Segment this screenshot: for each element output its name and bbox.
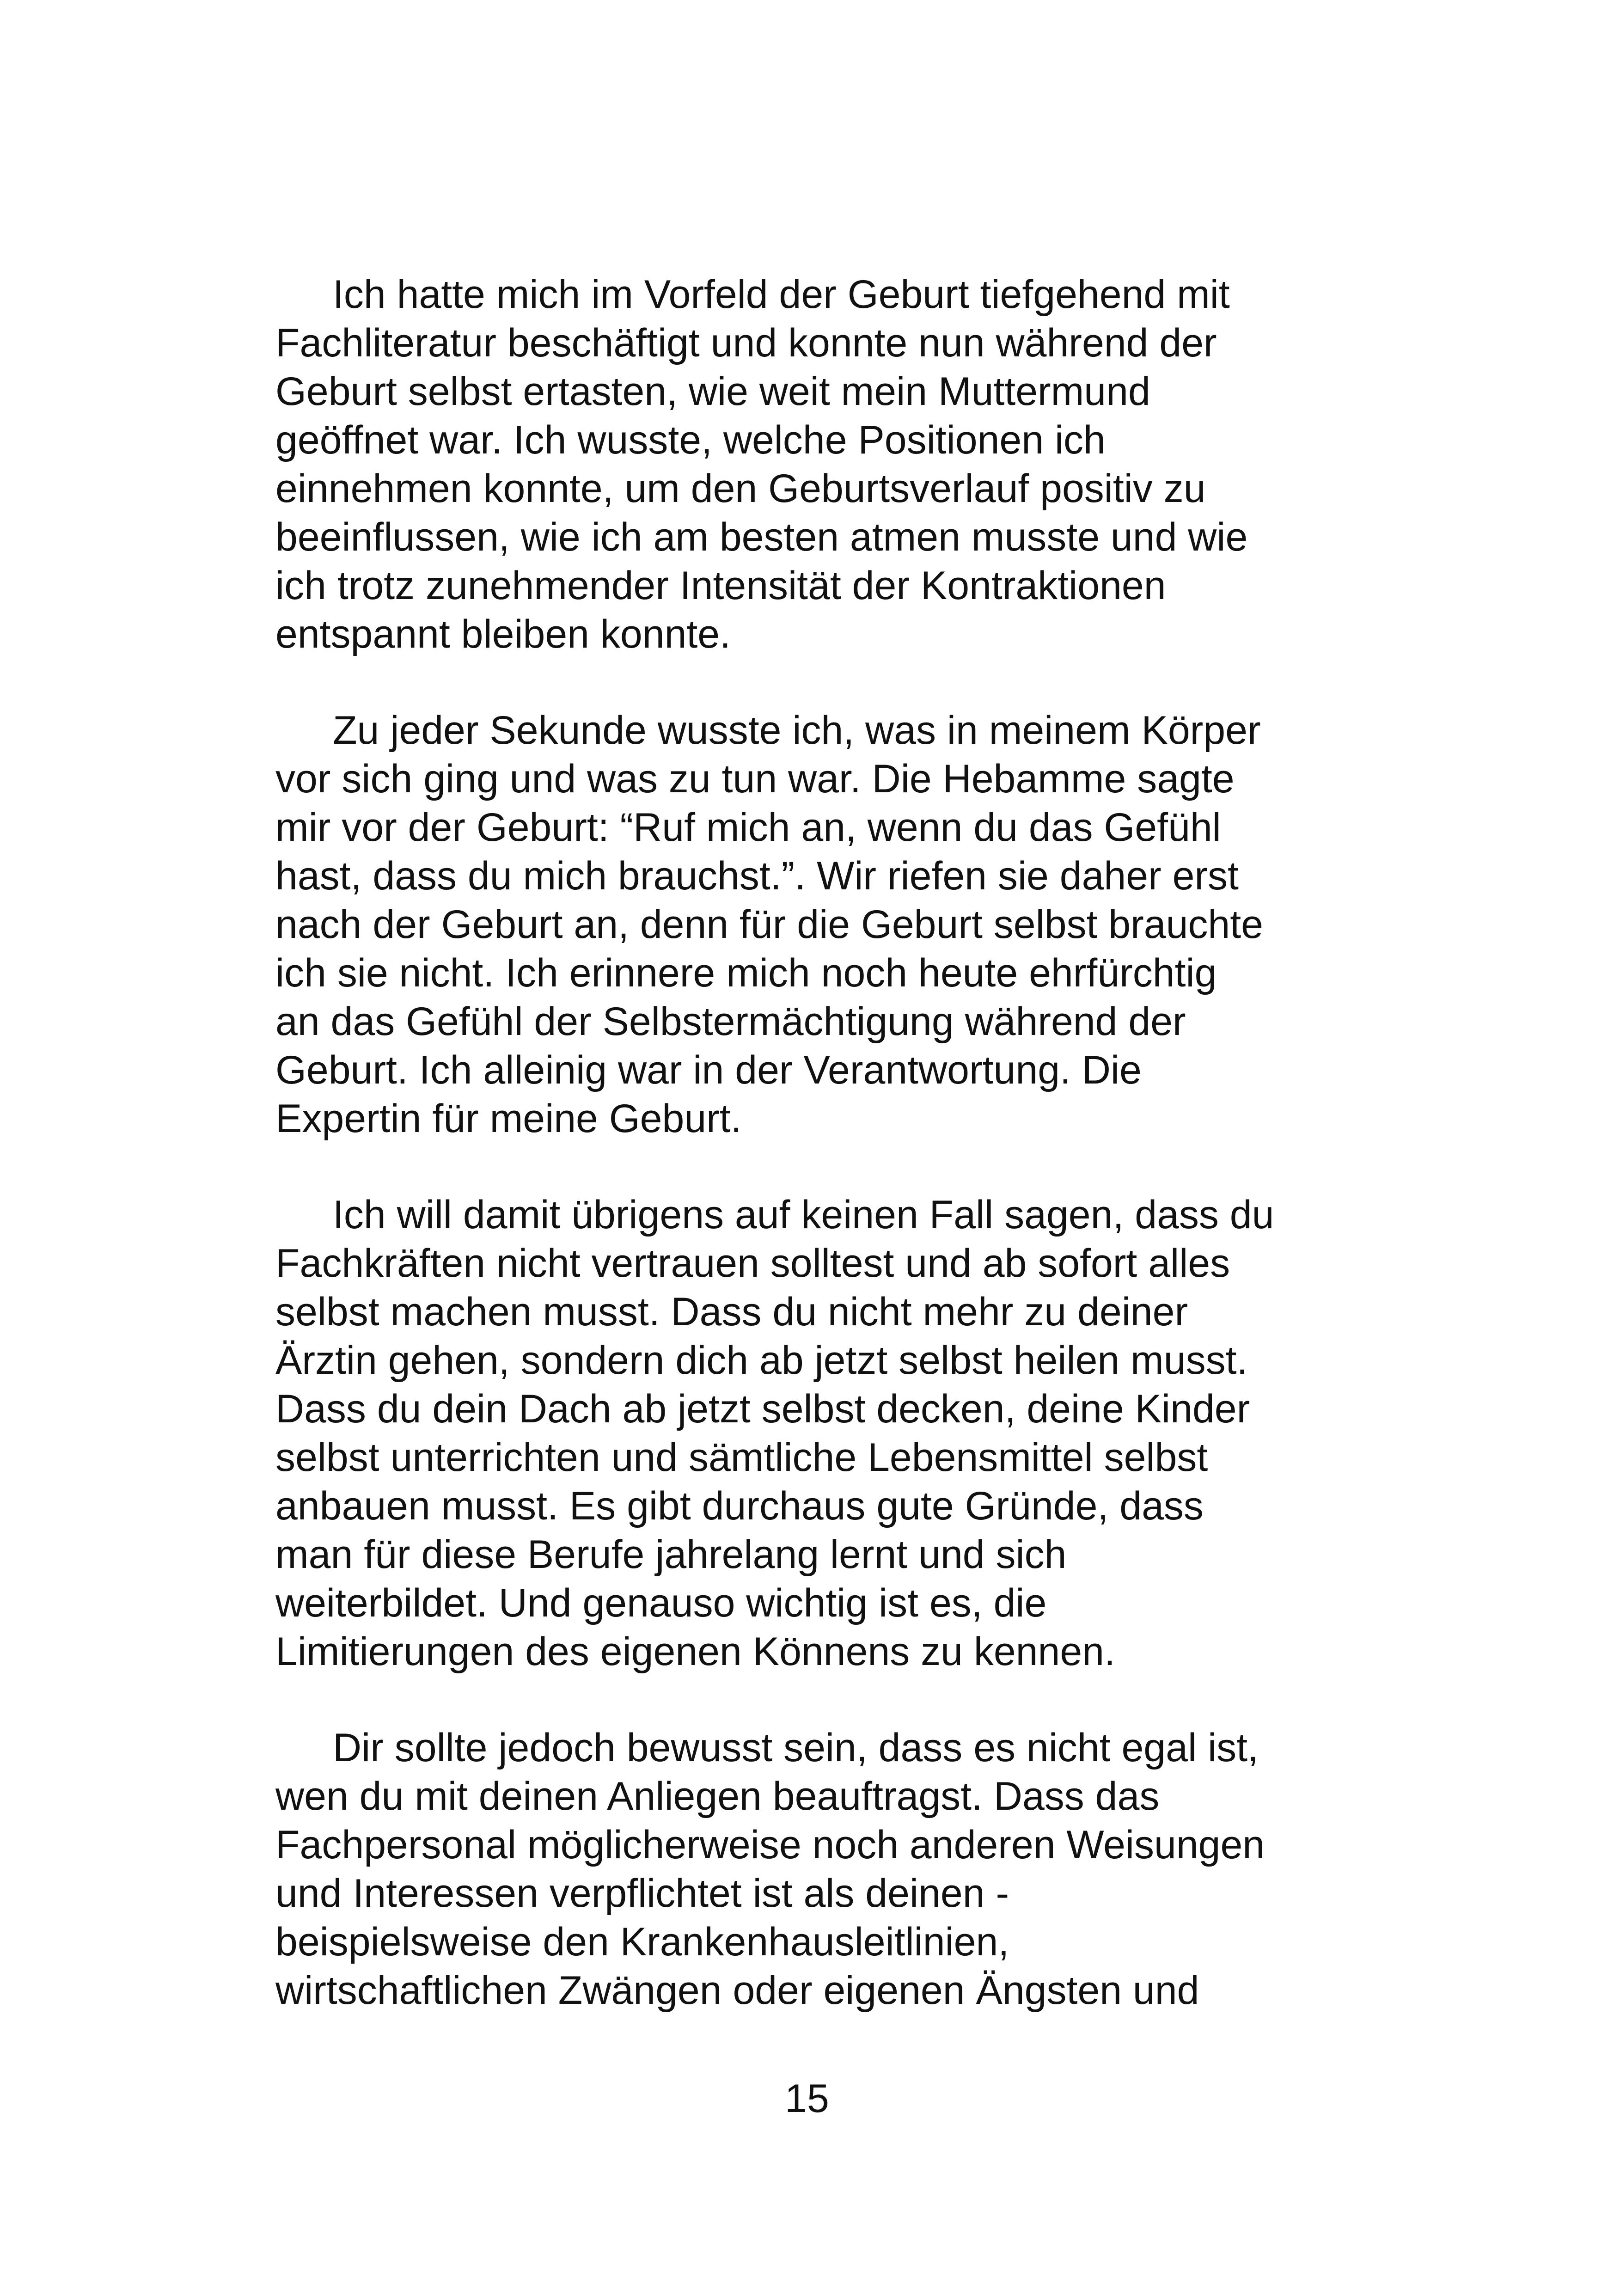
text-line: Fachkräften nicht vertrauen solltest und ab sofort alles bbox=[275, 1241, 1230, 1286]
paragraph-4 bbox=[275, 1724, 1352, 2015]
text-line: Ich hatte mich im Vorfeld der Geburt tiefgehend mit bbox=[333, 272, 1230, 317]
text-line: einnehmen konnte, um den Geburtsverlauf positiv zu bbox=[275, 466, 1206, 511]
paragraph-3 bbox=[275, 1191, 1352, 1676]
text-line: anbauen musst. Es gibt durchaus gute Gründe, dass bbox=[275, 1484, 1204, 1528]
text-line: entspannt bleiben konnte. bbox=[275, 612, 731, 656]
text-line: Expertin für meine Geburt. bbox=[275, 1096, 742, 1141]
text-line: Geburt selbst ertasten, wie weit mein Muttermund bbox=[275, 369, 1150, 414]
text-line: selbst machen musst. Dass du nicht mehr zu deiner bbox=[275, 1290, 1188, 1334]
text-line: hast, dass du mich brauchst.”. Wir riefen sie daher erst bbox=[275, 854, 1239, 898]
text-line: wirtschaftlichen Zwängen oder eigenen Ängsten und bbox=[275, 1968, 1199, 2013]
text-line: und Interessen verpflichtet ist als deinen - bbox=[275, 1871, 1009, 1916]
text-line: wen du mit deinen Anliegen beauftragst. Dass das bbox=[275, 1774, 1160, 1818]
text-line: mir vor der Geburt: “Ruf mich an, wenn du das Gefühl bbox=[275, 805, 1221, 850]
body-text bbox=[275, 270, 1352, 2063]
text-line: beispielsweise den Krankenhausleitlinien, bbox=[275, 1920, 1009, 1964]
text-line: Fachliteratur beschäftigt und konnte nun während der bbox=[275, 321, 1217, 365]
text-line: ich trotz zunehmender Intensität der Kontraktionen bbox=[275, 563, 1166, 608]
text-line: an das Gefühl der Selbstermächtigung während der bbox=[275, 999, 1186, 1044]
text-line: geöffnet war. Ich wusste, welche Positionen ich bbox=[275, 418, 1106, 462]
paragraph-1 bbox=[275, 270, 1352, 659]
text-line: ich sie nicht. Ich erinnere mich noch heute ehrfürchtig bbox=[275, 951, 1217, 995]
text-line: selbst unterrichten und sämtliche Lebensmittel selbst bbox=[275, 1435, 1208, 1480]
text-line: Zu jeder Sekunde wusste ich, was in meinem Körper bbox=[333, 708, 1261, 753]
text-line: man für diese Berufe jahrelang lernt und sich bbox=[275, 1532, 1067, 1577]
text-line: Limitierungen des eigenen Könnens zu kennen. bbox=[275, 1629, 1115, 1674]
text-line: weiterbildet. Und genauso wichtig ist es, die bbox=[275, 1581, 1047, 1625]
text-line: beeinflussen, wie ich am besten atmen musste und wie bbox=[275, 515, 1248, 559]
text-line: Ich will damit übrigens auf keinen Fall sagen, dass du bbox=[333, 1193, 1274, 1237]
text-line: Fachpersonal möglicherweise noch anderen Weisungen bbox=[275, 1823, 1265, 1867]
text-line: Dir sollte jedoch bewusst sein, dass es nicht egal ist, bbox=[333, 1726, 1259, 1770]
text-line: Dass du dein Dach ab jetzt selbst decken, deine Kinder bbox=[275, 1387, 1250, 1431]
text-line: Ärztin gehen, sondern dich ab jetzt selbst heilen musst. bbox=[275, 1338, 1248, 1383]
text-line: vor sich ging und was zu tun war. Die Hebamme sagte bbox=[275, 757, 1235, 801]
page-number: 15 bbox=[785, 2076, 829, 2121]
text-line: Geburt. Ich alleinig war in der Verantwortung. Die bbox=[275, 1048, 1142, 1092]
text-line: nach der Geburt an, denn für die Geburt selbst brauchte bbox=[275, 902, 1263, 947]
paragraph-2 bbox=[275, 706, 1352, 1143]
